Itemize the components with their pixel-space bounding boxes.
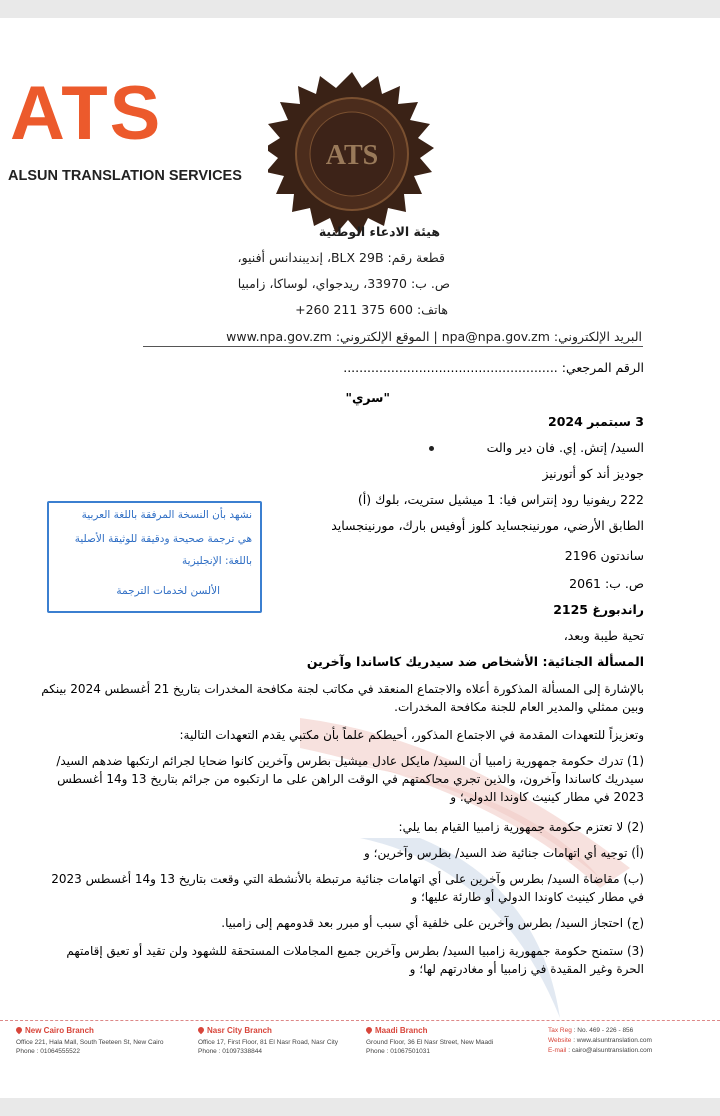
seal-text: ATS	[325, 140, 379, 171]
issuer-contact: البريد الإلكتروني: npa@npa.gov.zm | الموقع الإلكتروني: www.npa.gov.zm	[226, 329, 642, 344]
issuer-pobox: ص. ب: 33970، ريدجواي، لوساكا، زامبيا	[237, 276, 450, 291]
email-link[interactable]: : cairo@alsuntranslation.com	[568, 1047, 653, 1054]
paragraph: بالإشارة إلى المسألة المذكورة أعلاه والاجتماع المنعقد في مكاتب لجنة مكافحة المخدرات بتاريخ 21 أغسطس 2024 بينكم وبين ممثلي والمدير العام للجنة مكافحة المخدرات.	[41, 682, 644, 714]
branch-name: Maadi Branch	[375, 1026, 428, 1035]
translation-stamp	[47, 501, 262, 613]
classification: "سري"	[345, 390, 390, 405]
document-page	[0, 18, 720, 1098]
branch-maadi	[366, 1026, 541, 1056]
paragraph: (3) ستمنح حكومة جمهورية زامبيا السيد/ بطرس وآخرين جميع المجاملات المستحقة للشهود ولن تقيد أو تعيق إقامتهم الحرة وغير المقيدة في زامبيا أو مغادرتهم لها؛ و	[66, 944, 644, 976]
issuer-name: هيئة الادعاء الوطنية	[318, 224, 440, 239]
company-logo: ATS	[10, 71, 163, 156]
branch-phone: Phone : 01067501031	[366, 1048, 430, 1055]
addressee-line: الطابق الأرضي، مورنينجسايد كلوز أوفيس بارك، مورنينجسايد	[331, 518, 644, 533]
website-label: Website	[548, 1037, 572, 1044]
branch-phone: Phone : 01097338844	[198, 1048, 262, 1055]
location-pin-icon	[365, 1026, 373, 1034]
letter-date: 3 سبتمبر 2024	[548, 414, 644, 429]
location-pin-icon	[197, 1026, 205, 1034]
footer-divider	[0, 1020, 720, 1022]
branch-name: Nasr City Branch	[207, 1026, 272, 1035]
issuer-phone: هاتف: 600 375 211 260+	[295, 302, 448, 317]
paragraph: (1) تدرك حكومة جمهورية زامبيا أن السيد/ مايكل عادل ميشيل بطرس وآخرين كانوا ضحايا لجرائم ارتكبها ضدهم السيد/ سيدريك كاساندا وآخرون، والذين تجري محاكمتهم في الوقت الراهن على ما ارتكبوه من جرائم بتاريخ 13 و14 أغسطس 2023 في مطار كينيث كاوندا الدولي؛ و	[56, 754, 644, 804]
stamp-line: الألسن لخدمات الترجمة	[116, 585, 220, 597]
addressee-line: ص. ب: 2061	[569, 576, 644, 591]
location-pin-icon	[15, 1026, 23, 1034]
greeting: تحية طيبة وبعد،	[563, 628, 644, 643]
tax-label: Tax Reg	[548, 1027, 572, 1034]
reference-number: الرقم المرجعي: ......................................................	[343, 360, 644, 375]
ink-dot	[429, 446, 434, 451]
company-contacts	[548, 1026, 652, 1056]
addressee-line: 222 ريفونيا رود إنتراس فيا: 1 ميشيل ستريت، بلوك (أ)	[357, 492, 644, 507]
stamp-line: هي ترجمة صحيحة ودقيقة للوثيقة الأصلية	[74, 533, 252, 545]
addressee-line: ساندتون 2196	[564, 548, 644, 563]
paragraph: (ج) احتجاز السيد/ بطرس وآخرين على خلفية أي سبب أو مبرر بعد قدومهم إلى زامبيا.	[221, 916, 644, 930]
email-label: E-mail	[548, 1047, 567, 1054]
issuer-plot: قطعة رقم: BLX 29B، إنديبندانس أفنيو،	[237, 250, 445, 265]
addressee-line: السيد/ إتش. إي. فان دير والت	[486, 440, 644, 455]
paragraph: (ب) مقاضاة السيد/ بطرس وآخرين على أي اتهامات جنائية مرتبطة بالأنشطة التي وقعت بتاريخ 13 و14 أغسطس 2023 في مطار كينيث كاوندا الدولي أو طارئة عليها؛ و	[51, 872, 644, 904]
branch-address: Office 17, First Floor, 81 El Nasr Road, Nasr City	[198, 1039, 339, 1046]
branch-address: Office 221, Hala Mall, South Teeteen St, New Cairo	[16, 1039, 164, 1046]
addressee-line: راندبورغ 2125	[553, 602, 644, 617]
footer	[0, 1026, 720, 1086]
branch-phone: Phone : 01064555522	[16, 1048, 80, 1055]
subject-line: المسألة الجنائية: الأشخاص ضد سيدريك كاساندا وآخرين	[306, 654, 644, 669]
addressee-line: جوديز أند كو أتورنيز	[542, 466, 644, 481]
stamp-line: نشهد بأن النسخة المرفقة باللغة العربية	[81, 509, 252, 521]
company-name: ALSUN TRANSLATION SERVICES	[8, 168, 242, 184]
branch-name: New Cairo Branch	[25, 1026, 94, 1035]
header-divider	[143, 346, 643, 347]
website-link[interactable]: : www.alsuntranslation.com	[573, 1037, 652, 1044]
stamp-line: باللغة: الإنجليزية	[182, 555, 252, 567]
tax-value: : No. 469 - 226 - 856	[573, 1027, 634, 1034]
paragraph: (أ) توجيه أي اتهامات جنائية ضد السيد/ بطرس وآخرين؛ و	[364, 846, 644, 860]
paragraph: وتعزيزاً للتعهدات المقدمة في الاجتماع المذكور، أحيطكم علماً بأن مكتبي يقدم التعهدات التالية:	[179, 728, 644, 742]
branch-address: Ground Floor, 36 El Nasr Street, New Maadi	[366, 1039, 494, 1046]
branch-new-cairo	[16, 1026, 196, 1056]
branch-nasr-city	[198, 1026, 368, 1056]
paragraph: (2) لا تعتزم حكومة جمهورية زامبيا القيام بما يلي:	[398, 820, 644, 834]
company-seal-icon	[268, 70, 436, 238]
